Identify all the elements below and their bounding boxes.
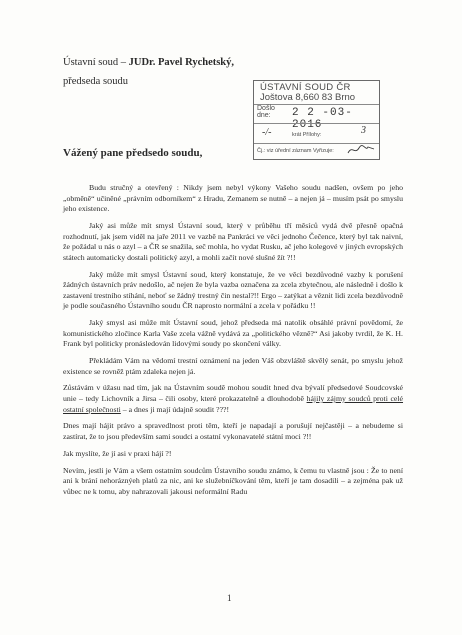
paragraph-2: Jaký asi může mít smysl Ústavní soud, který v průběhu tří měsíců vydá dvě přesně opačná rozhodnutí, jak jsem viděl na jaře 2011 ve vazbě na Pankráci ve věci jednoho Čečence, který byl tak naivní, že požádal u nás o azyl – a ČR se snažila, seč mohla, ho vydat Rusku, ač jeho kolegové v jiných evropských státech automaticky dostali politický azyl, a mohli začít nové slušné žít ?!! bbox=[63, 220, 403, 262]
stamp-file-ref bbox=[257, 148, 334, 154]
stamp-received-label: Došlo dne: bbox=[257, 105, 275, 119]
paragraph-3: Jaký může mít smysl Ústavní soud, který konstatuje, že ve věci bezdůvodné vazby k porušení žádných ústavních práv nedošlo, ač nejen že byla vazba označena za zcela zbytečnou, ale následně i došlo k zastavení trestního stíhání, neboť se žádný trestný čin nestal?!! Ergo – zatýkat a věznit lidi zcela bezdůvodně je podle současného Ústavního soudu ČR naprosto normální a zcela v pořádku !! bbox=[63, 269, 403, 311]
stamp-handled-label: Vyřizuje: bbox=[312, 148, 334, 154]
court-receipt-stamp bbox=[253, 80, 380, 160]
paragraph-5: Překládám Vám na vědomí trestní oznámení na jeden Váš obzvláště skvělý senát, po smyslu jehož existence se rovněž ptám zdaleka nejen já. bbox=[63, 356, 403, 376]
stamp-court-name: ÚSTAVNÍ SOUD ČR bbox=[260, 82, 351, 93]
salutation: Vážený pane předsedo soudu, bbox=[63, 147, 203, 159]
addressee-line-2: předseda soudu bbox=[63, 76, 129, 87]
paragraph-1: Budu stručný a otevřený : Nikdy jsem nebyl výkony Vašeho soudu nadšen, ovšem po jeho „obměně“ učiněné „právním odborníkem“ z Hradu, Zemanem se nutně – a nejen já – musím psát po smyslu jeho existence. bbox=[63, 183, 403, 214]
addressee-institution: Ústavní soud – bbox=[63, 57, 129, 68]
letter-body bbox=[63, 183, 403, 504]
addressee-line-1 bbox=[63, 56, 234, 69]
stamp-initials-signature bbox=[346, 143, 376, 157]
paragraph-7: Dnes mají hájit právo a spravedlnost proti těm, kteří je napadají a porušují nejčastěji – a nebudeme si zastírat, že to jsou především sami soudci a ostatní vykonavatelé státní moci ?!! bbox=[63, 421, 403, 441]
paragraph-6-underlined: hájily zájmy soudců proti celé ostatní společnosti bbox=[63, 394, 404, 414]
paragraph-9: Nevím, jestli je Vám a všem ostatním soudcům Ústavního soudu známo, k čemu tu vlastně jsou : Že to není ani k brání nehoráznýeh platů za nic, ani ke služebníčkování těm, kteří je tam dosadili – a zejména pak už vůbec ne k tomu, aby nahrazovali jakousi neformální Radu bbox=[63, 465, 403, 496]
paragraph-8: Jak myslíte, že jí asi v praxi hájí ?! bbox=[63, 448, 172, 458]
stamp-attachments-handwritten: 3 bbox=[361, 125, 366, 136]
stamp-times-label: krát Přílohy: bbox=[292, 132, 322, 138]
paragraph-4: Jaký smysl asi může mít Ústavní soud, jehož předseda má natolik obsáhlé právní povědomí, že komunistického zločince Karla Vaše zcela vážně vydává za „politického vězně?“ Asi jakoby tvrdil, že K. H. Frank byl politicky pronásledován lidovými soudy po skončení války. bbox=[63, 318, 403, 349]
paragraph-6-text: Zůstávám v úžasu nad tím, jak na Ústavním soudě mohou soudit hned dva bývalí předsedové Soudcovské unie – tedy Lichovník a Jirsa – čili osoby, které prokazatelně a dlouhodobě bbox=[63, 383, 403, 404]
stamp-count-handwritten: -/- bbox=[262, 127, 272, 138]
stamp-file-ref-label: Čj.: viz úřední záznam bbox=[257, 148, 312, 154]
page-number: 1 bbox=[227, 593, 232, 603]
paragraph-6-tail: – a dnes ji mají údajně soudit ???! bbox=[120, 404, 230, 414]
stamp-received-date: 2 2 -03- 2016 bbox=[292, 107, 353, 131]
stamp-court-address: Joštova 8,660 83 Brno bbox=[260, 92, 356, 103]
addressee-name: JUDr. Pavel Rychetský, bbox=[128, 57, 235, 68]
paragraph-6 bbox=[63, 383, 403, 415]
